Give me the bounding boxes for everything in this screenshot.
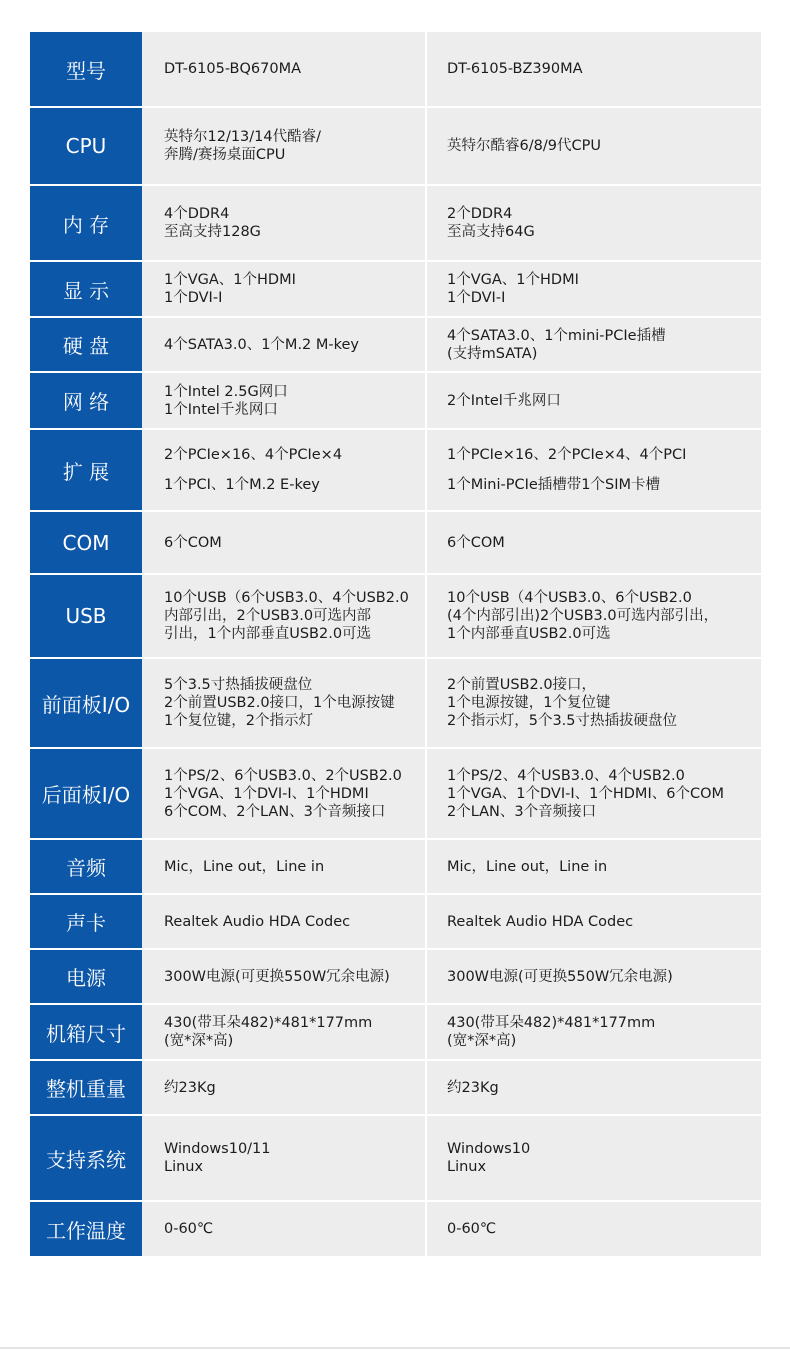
row-label: 后面板I/O [30,749,142,840]
spec-value-a [142,749,425,840]
spec-line: 6个COM [164,534,222,551]
spec-value-b [425,575,761,659]
spec-line: 4个SATA3.0、1个M.2 M-key [164,336,360,353]
table-row [30,1116,761,1202]
spec-value-b [425,749,761,840]
row-label: 网 络 [30,373,142,430]
spec-value-b [425,108,761,186]
spec-line: 0-60℃ [447,1221,497,1237]
spec-value-b [425,659,761,749]
spec-value-a [142,318,425,373]
spec-line: 4个SATA3.0、1个mini-PCIe插槽 [447,327,666,344]
table-row [30,1061,761,1116]
spec-value-b [425,186,761,262]
table-row [30,1202,761,1258]
table-row [30,430,761,512]
spec-line: 4个DDR4 [164,206,230,222]
spec-value-a [142,840,425,895]
spec-value-b [425,430,761,512]
spec-value-a [142,659,425,749]
spec-line: Realtek Audio HDA Codec [447,913,634,930]
spec-line: 6个COM、2个LAN、3个音频接口 [164,803,386,820]
row-label: 前面板I/O [30,659,142,749]
row-label-model: 型号 [30,32,142,108]
spec-line: 430(带耳朵482)*481*177mm [164,1015,373,1031]
spec-value-a [142,1116,425,1202]
spec-value-a [142,1202,425,1258]
spec-line: 1个VGA、1个DVI-I、1个HDMI [164,785,369,802]
table-row [30,749,761,840]
spec-line: 1个复位键，2个指示灯 [164,713,313,729]
spec-value-a [142,895,425,950]
spec-value-a [142,430,425,512]
table-row [30,32,761,108]
spec-line: 300W电源(可更换550W冗余电源) [164,968,390,985]
table-row [30,659,761,749]
spec-line: 0-60℃ [164,1221,214,1237]
spec-line: 10个USB（4个USB3.0、6个USB2.0 [447,590,692,606]
spec-line: 1个VGA、1个HDMI [447,272,579,288]
spec-line: 内部引出，2个USB3.0可选内部 [164,608,372,624]
spec-line: 1个PCI、1个M.2 E-key [164,477,320,493]
row-label: 内 存 [30,186,142,262]
table-row [30,575,761,659]
spec-line: 英特尔酷睿6/8/9代CPU [447,138,601,154]
spec-value-b [425,1116,761,1202]
spec-line: 300W电源(可更换550W冗余电源) [447,968,673,985]
row-label: 电源 [30,950,142,1005]
spec-value-b [425,512,761,575]
spec-value-b [425,950,761,1005]
spec-line: 2个前置USB2.0接口， [447,677,597,693]
spec-line: 10个USB（6个USB3.0、4个USB2.0 [164,590,409,606]
table-row [30,895,761,950]
spec-line: 1个电源按键，1个复位键 [447,695,611,711]
spec-line: 2个前置USB2.0接口，1个电源按键 [164,695,395,711]
row-label: 音频 [30,840,142,895]
spec-line: (4个内部引出)2个USB3.0可选内部引出， [447,608,719,624]
spec-line: 1个内部垂直USB2.0可选 [447,626,611,642]
spec-line: 2个DDR4 [447,206,513,222]
spec-line: 英特尔12/13/14代酷睿/ [164,129,322,145]
row-label: 工作温度 [30,1202,142,1258]
spec-value-b [425,1005,761,1061]
table-row [30,512,761,575]
spec-value-a [142,512,425,575]
spec-line: 1个VGA、1个DVI-I、1个HDMI、6个COM [447,785,724,802]
spec-line: Windows10/11 [164,1141,271,1157]
row-label: 支持系统 [30,1116,142,1202]
spec-line: 1个Mini-PCIe插槽带1个SIM卡槽 [447,477,660,493]
spec-line: 至高支持128G [164,224,261,240]
spec-value-b [425,1061,761,1116]
spec-table [30,32,761,1258]
spec-value-b [425,373,761,430]
spec-line: 1个PS/2、4个USB3.0、4个USB2.0 [447,767,685,784]
spec-value-a [142,950,425,1005]
spec-line: Windows10 [447,1141,531,1157]
spec-line: 2个指示灯，5个3.5寸热插拔硬盘位 [447,713,678,729]
row-label: 声卡 [30,895,142,950]
table-row [30,108,761,186]
spec-line: 约23Kg [164,1079,216,1096]
row-label: 机箱尺寸 [30,1005,142,1061]
spec-value-a [142,575,425,659]
table-row [30,318,761,373]
spec-value-a [142,1005,425,1061]
spec-value-b [425,318,761,373]
spec-line: 1个VGA、1个HDMI [164,272,296,288]
spec-value-a [142,1061,425,1116]
model-b: DT-6105-BZ390MA [425,32,761,108]
spec-line: 1个Intel 2.5G网口 [164,383,288,400]
table-row [30,1005,761,1061]
spec-value-a [142,186,425,262]
row-label: 显 示 [30,262,142,318]
spec-line: 2个Intel千兆网口 [447,392,561,409]
spec-line: (宽*深*高) [164,1033,234,1049]
table-row [30,840,761,895]
spec-line: 至高支持64G [447,224,535,240]
row-label: COM [30,512,142,575]
row-label: 硬 盘 [30,318,142,373]
row-label: 扩 展 [30,430,142,512]
spec-line: 5个3.5寸热插拔硬盘位 [164,677,313,693]
spec-line: 引出，1个内部垂直USB2.0可选 [164,626,372,642]
spec-line: 1个DVI-I [164,290,223,306]
spec-value-a [142,108,425,186]
spec-line: Mic，Line out，Line in [164,858,325,875]
spec-line: 2个PCIe×16、4个PCIe×4 [164,447,343,463]
spec-line: 约23Kg [447,1079,499,1096]
spec-line: (支持mSATA) [447,345,538,362]
table-row [30,186,761,262]
spec-line: 1个PS/2、6个USB3.0、2个USB2.0 [164,767,402,784]
table-row [30,950,761,1005]
spec-line: Linux [164,1159,204,1175]
spec-line: 1个Intel千兆网口 [164,401,278,418]
spec-value-b [425,1202,761,1258]
spec-value-b [425,840,761,895]
spec-line: Mic，Line out，Line in [447,858,608,875]
spec-line: Linux [447,1159,487,1175]
table-row [30,373,761,430]
row-label: 整机重量 [30,1061,142,1116]
spec-line: 430(带耳朵482)*481*177mm [447,1015,656,1031]
spec-line: 2个LAN、3个音频接口 [447,803,597,820]
row-label: CPU [30,108,142,186]
spec-value-b [425,895,761,950]
spec-line: 6个COM [447,534,505,551]
row-label: USB [30,575,142,659]
spec-line: 1个DVI-I [447,290,506,306]
spec-value-a [142,262,425,318]
bottom-divider [0,1347,790,1349]
spec-line: 1个PCIe×16、2个PCIe×4、4个PCI [447,447,687,463]
spec-line: Realtek Audio HDA Codec [164,913,351,930]
spec-line: 奔腾/赛扬桌面CPU [164,147,286,163]
spec-value-a [142,373,425,430]
spec-value-b [425,262,761,318]
model-a: DT-6105-BQ670MA [142,32,425,108]
table-row [30,262,761,318]
spec-line: (宽*深*高) [447,1033,517,1049]
